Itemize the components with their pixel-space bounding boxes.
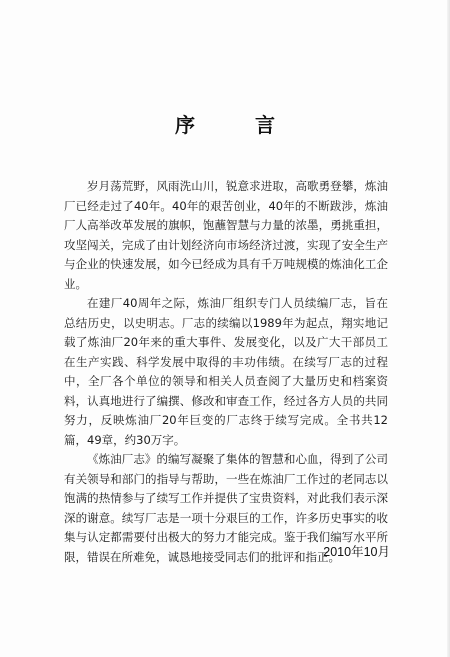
preface-title: 序 言 <box>175 113 295 137</box>
paragraph: 在建厂40周年之际，炼油厂组织专门人员续编厂志，旨在总结历史，以史明志。厂志的续编以1989年为起点，翔实地记载了炼油厂20年来的重大事件、发展变化，以及广大干部员工在生产实践、科学发展中取得的丰功伟绩。在续写厂志的过程中，全厂各个单位的领导和相关人员查阅了大量历史和档案资料，认真地进行了编撰、修改和审查工作，经过各方人员的共同努力，反映炼油厂20年巨变的厂志终于续写完成。全书共12篇，49章，约30万字。 <box>64 296 388 447</box>
preface-date: 2010年10月 <box>323 545 390 559</box>
paragraph: 《炼油厂志》的编写凝聚了集体的智慧和心血，得到了公司有关领导和部门的指导与帮助，一些在炼油厂工作过的老同志以饱满的热情参与了续写工作并提供了宝贵资料，对此我们表示深深的谢意。续写厂志是一项十分艰巨的工作，许多历史事实的收集与认定都需要付出极大的努力才能完成。鉴于我们编写水平所限，错误在所难免，诚恳地接受同志们的批评和指正。 <box>64 452 388 564</box>
preface-body <box>64 177 388 567</box>
paragraph: 岁月荡荒野，风雨洗山川，锐意求进取，高歌勇登攀，炼油厂已经走过了40年。40年的艰苦创业，40年的不断跋涉，炼油厂人高举改革发展的旗帜，饱蘸智慧与力量的浓墨，勇挑重担，攻坚闯关，完成了由计划经济向市场经济过渡，实现了安全生产与企业的快速发展，如今已经成为具有千万吨规模的炼油化工企业。 <box>64 179 388 291</box>
